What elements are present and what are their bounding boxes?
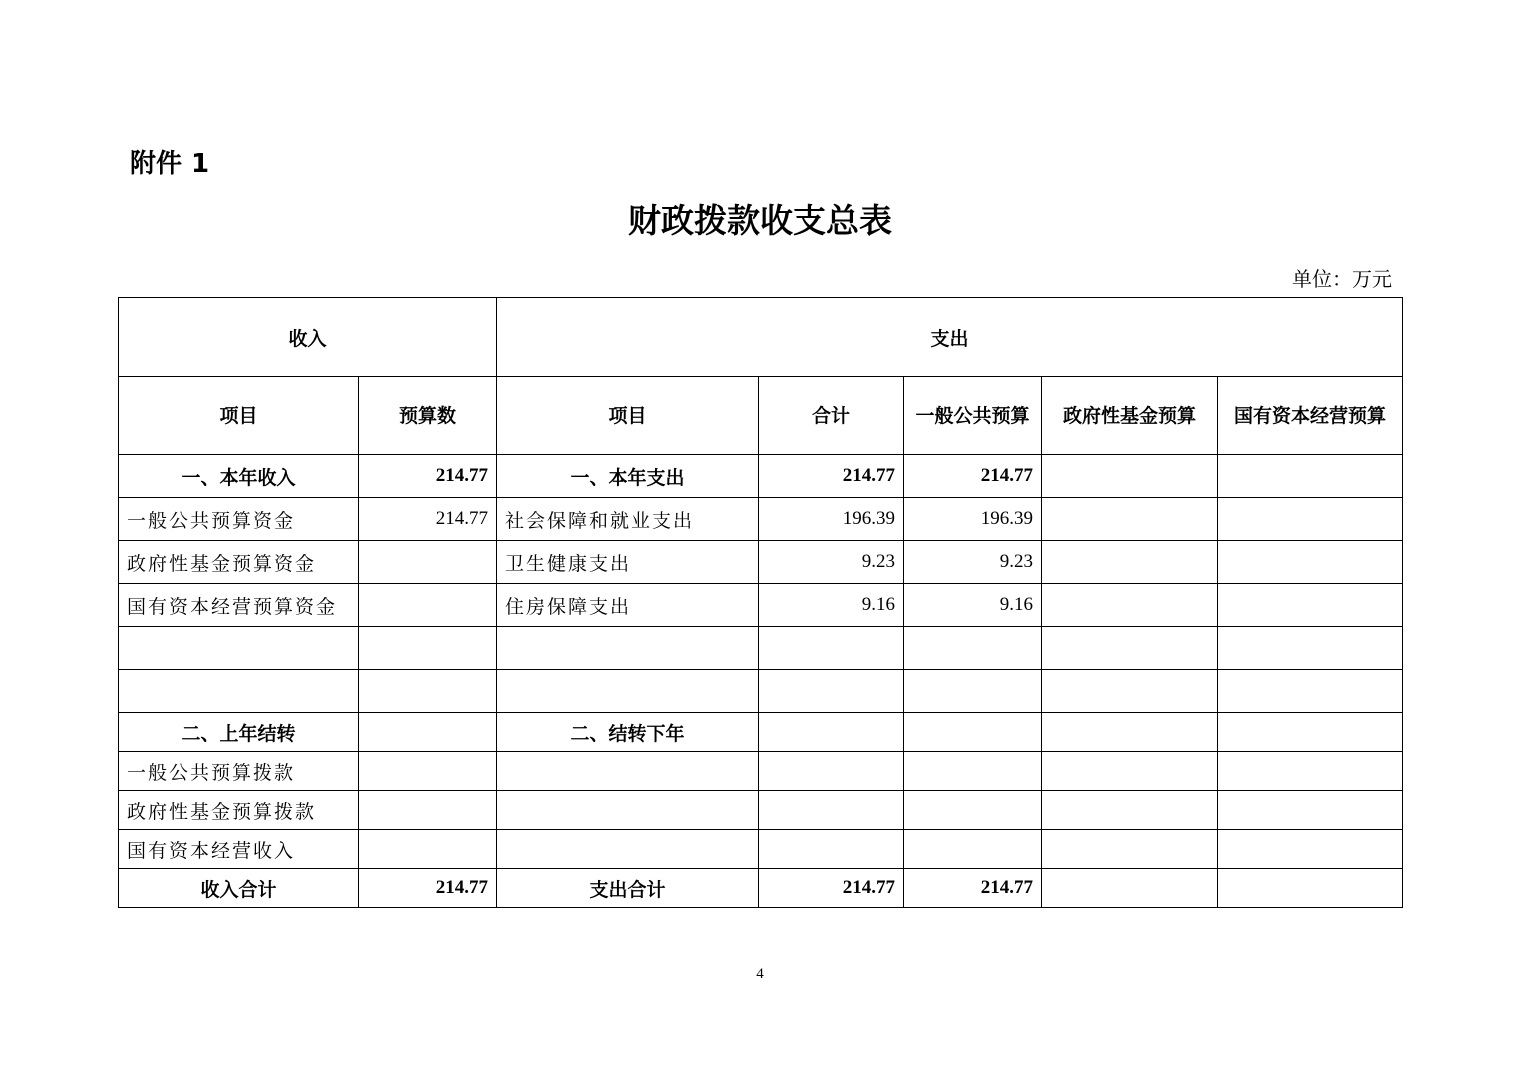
cell-general-public [904, 713, 1042, 752]
cell-gov-fund [1042, 584, 1218, 627]
table-row [119, 670, 1403, 713]
cell-general-public: 214.77 [904, 455, 1042, 498]
cell-total [759, 670, 904, 713]
cell-income-item: 二、上年结转 [119, 713, 359, 752]
cell-exp-item: 住房保障支出 [497, 584, 759, 627]
cell-general-public: 9.16 [904, 584, 1042, 627]
cell-income-item: 国有资本经营收入 [119, 830, 359, 869]
table-row [119, 713, 1403, 752]
total-header: 合计 [759, 377, 904, 455]
header-row-columns [119, 377, 1403, 455]
cell-total: 9.23 [759, 541, 904, 584]
cell-state-capital [1218, 627, 1403, 670]
document-title: 财政拨款收支总表 [628, 201, 892, 240]
cell-income-budget: 214.77 [359, 455, 497, 498]
cell-gov-fund [1042, 670, 1218, 713]
cell-total: 214.77 [759, 455, 904, 498]
cell-income-budget [359, 541, 497, 584]
cell-income-item: 政府性基金预算拨款 [119, 791, 359, 830]
cell-state-capital [1218, 455, 1403, 498]
cell-total [759, 627, 904, 670]
cell-income-item [119, 627, 359, 670]
expenditure-header: 支出 [497, 298, 1403, 377]
cell-general-public [904, 670, 1042, 713]
general-public-header: 一般公共预算 [904, 377, 1042, 455]
cell-general-public [904, 627, 1042, 670]
cell-income-budget: 214.77 [359, 869, 497, 908]
cell-total [759, 713, 904, 752]
income-item-header: 项目 [119, 377, 359, 455]
table-row [119, 627, 1403, 670]
cell-state-capital [1218, 830, 1403, 869]
cell-gov-fund [1042, 455, 1218, 498]
income-budget-header: 预算数 [359, 377, 497, 455]
cell-state-capital [1218, 752, 1403, 791]
cell-income-item: 一般公共预算拨款 [119, 752, 359, 791]
cell-income-budget [359, 627, 497, 670]
table-row [119, 752, 1403, 791]
cell-gov-fund [1042, 541, 1218, 584]
cell-exp-item [497, 752, 759, 791]
unit-label: 单位：万元 [1292, 267, 1392, 291]
cell-gov-fund [1042, 498, 1218, 541]
cell-state-capital [1218, 670, 1403, 713]
cell-gov-fund [1042, 713, 1218, 752]
cell-income-budget: 214.77 [359, 498, 497, 541]
cell-exp-item: 二、结转下年 [497, 713, 759, 752]
table-row [119, 541, 1403, 584]
cell-total [759, 830, 904, 869]
header-row-group [119, 298, 1403, 377]
cell-total [759, 752, 904, 791]
table-row [119, 791, 1403, 830]
cell-income-budget [359, 830, 497, 869]
cell-income-budget [359, 584, 497, 627]
cell-total: 196.39 [759, 498, 904, 541]
cell-general-public: 214.77 [904, 869, 1042, 908]
attachment-label: 附件 1 [130, 149, 210, 179]
cell-gov-fund [1042, 791, 1218, 830]
cell-gov-fund [1042, 752, 1218, 791]
cell-state-capital [1218, 791, 1403, 830]
cell-total [759, 791, 904, 830]
expenditure-item-header: 项目 [497, 377, 759, 455]
cell-exp-item: 支出合计 [497, 869, 759, 908]
table-row [119, 869, 1403, 908]
cell-income-item [119, 670, 359, 713]
cell-income-item: 国有资本经营预算资金 [119, 584, 359, 627]
cell-exp-item [497, 791, 759, 830]
cell-gov-fund [1042, 830, 1218, 869]
cell-state-capital [1218, 713, 1403, 752]
cell-exp-item: 社会保障和就业支出 [497, 498, 759, 541]
table-body [119, 455, 1403, 908]
cell-general-public [904, 791, 1042, 830]
cell-income-item: 收入合计 [119, 869, 359, 908]
fiscal-summary-table [118, 297, 1403, 908]
cell-exp-item [497, 670, 759, 713]
cell-exp-item: 卫生健康支出 [497, 541, 759, 584]
cell-exp-item [497, 830, 759, 869]
table-row [119, 830, 1403, 869]
cell-general-public [904, 752, 1042, 791]
income-header: 收入 [119, 298, 497, 377]
cell-exp-item: 一、本年支出 [497, 455, 759, 498]
cell-gov-fund [1042, 869, 1218, 908]
cell-general-public: 9.23 [904, 541, 1042, 584]
cell-income-budget [359, 713, 497, 752]
cell-state-capital [1218, 584, 1403, 627]
cell-total: 9.16 [759, 584, 904, 627]
page-number: 4 [756, 966, 764, 982]
cell-state-capital [1218, 869, 1403, 908]
cell-general-public: 196.39 [904, 498, 1042, 541]
cell-total: 214.77 [759, 869, 904, 908]
cell-income-budget [359, 670, 497, 713]
table-row [119, 498, 1403, 541]
table-row [119, 455, 1403, 498]
cell-income-item: 政府性基金预算资金 [119, 541, 359, 584]
cell-gov-fund [1042, 627, 1218, 670]
cell-state-capital [1218, 541, 1403, 584]
table-row [119, 584, 1403, 627]
gov-fund-header: 政府性基金预算 [1042, 377, 1218, 455]
cell-income-budget [359, 791, 497, 830]
cell-general-public [904, 830, 1042, 869]
cell-income-item: 一、本年收入 [119, 455, 359, 498]
cell-exp-item [497, 627, 759, 670]
state-capital-header: 国有资本经营预算 [1218, 377, 1403, 455]
cell-state-capital [1218, 498, 1403, 541]
cell-income-item: 一般公共预算资金 [119, 498, 359, 541]
cell-income-budget [359, 752, 497, 791]
